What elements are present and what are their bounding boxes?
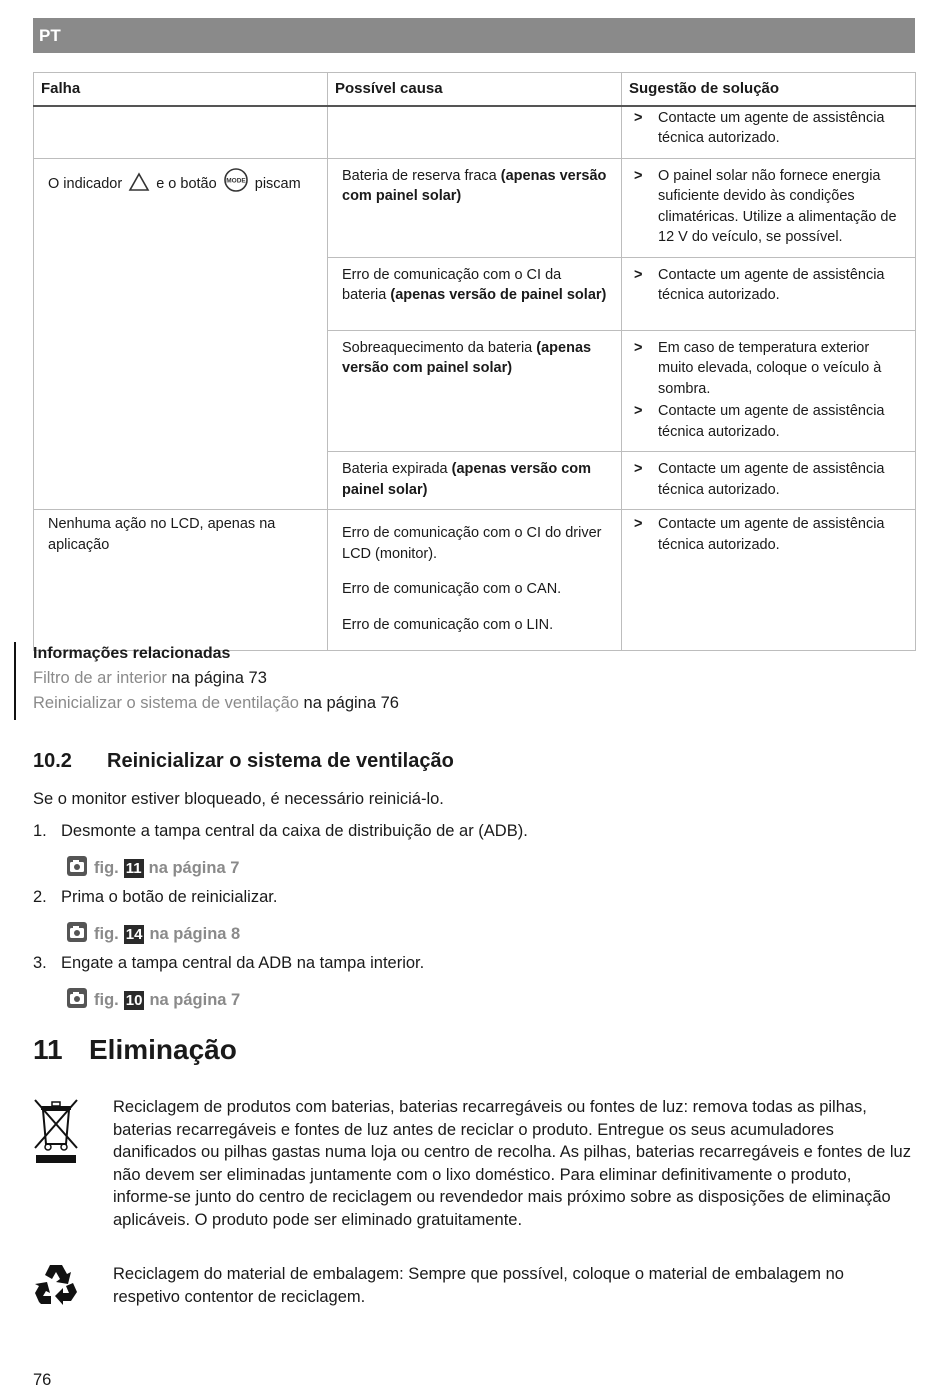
- table-row: [34, 158, 916, 257]
- solution-cell: [622, 452, 916, 510]
- warning-triangle-icon: [128, 172, 150, 199]
- solution-item: > Contacte um agente de assistência técnica autorizado.: [634, 461, 885, 498]
- figure-reference[interactable]: fig. 11 na página 7: [66, 855, 239, 882]
- related-link-reset-ventilation[interactable]: Reinicializar o sistema de ventilação: [33, 694, 299, 712]
- language-bar: [33, 18, 915, 53]
- cause-text: Erro de comunicação com o CI do driver LCD (monitor).: [342, 525, 602, 562]
- solution-cell: [622, 106, 916, 159]
- page-number: 76: [33, 1371, 52, 1389]
- cause-cell: [328, 106, 622, 159]
- figure-reference[interactable]: fig. 14 na página 8: [66, 921, 240, 948]
- figure-number: 11: [125, 860, 142, 877]
- cause-text: Erro de comunicação com o LIN.: [342, 616, 554, 633]
- header-solution: Sugestão de solução: [622, 73, 916, 106]
- related-heading: Informações relacionadas: [33, 645, 231, 662]
- weee-bin-icon: [33, 1098, 79, 1171]
- fault-text-a: O indicador: [48, 175, 123, 192]
- solution-item: > Em caso de temperatura exterior muito elevada, coloque o veículo à sombra.: [634, 339, 882, 397]
- solution-item: > Contacte um agente de assistência técnica autorizado.: [634, 516, 885, 553]
- solution-item: > O painel solar não fornece energia suficiente devido às condições climatéricas. Utilize a alimentação de 12 V do veículo, se possível.: [634, 167, 897, 245]
- arrow-icon: >: [634, 403, 643, 419]
- troubleshooting-table: [33, 72, 916, 651]
- recycle-text: Reciclagem do material de embalagem: Sempre que possível, coloque o material de embalagem no respetivo contentor de reciclagem.: [113, 1265, 844, 1306]
- solution-item: > Contacte um agente de assistência técnica autorizado.: [634, 403, 885, 440]
- arrow-icon: >: [634, 339, 643, 356]
- recycle-icon: [33, 1262, 79, 1313]
- weee-text: Reciclagem de produtos com baterias, baterias recarregáveis ou fontes de luz: remova todas as pilhas, baterias recarregáveis e fontes de luz antes de reciclar o produto. Entregue os seus acumuladores danificados ou pilhas gastas numa loja ou centro de recolha. As pilhas, baterias recarregáveis e fontes de luz não devem ser eliminadas juntamente com o lixo doméstico. Para eliminar definitivamente o produto, informe-se junto do centro de reciclagem ou revendedor mais próximo sobre as disposições de eliminação aplicáveis. O produto pode ser eliminado gratuitamente.: [113, 1098, 911, 1229]
- figure-reference[interactable]: fig. 10 na página 7: [66, 987, 240, 1014]
- table-row: [34, 106, 916, 159]
- arrow-icon: >: [634, 167, 643, 184]
- solution-cell: [622, 158, 916, 257]
- related-info: [14, 642, 399, 720]
- table-row: [34, 510, 916, 651]
- arrow-icon: >: [634, 266, 643, 283]
- mode-button-icon: [223, 168, 249, 199]
- related-link-row: Filtro de ar interior na página 73: [33, 669, 267, 687]
- fault-text-b: e o botão: [156, 175, 217, 192]
- step-item: 3. Engate a tampa central da ADB na tampa interior.: [33, 954, 425, 972]
- cause-cell: Bateria expirada (apenas versão com painel solar): [328, 452, 622, 510]
- camera-icon: [66, 855, 88, 882]
- section-intro: Se o monitor estiver bloqueado, é necessário reiniciá-lo.: [33, 790, 444, 808]
- solution-cell: [622, 257, 916, 330]
- cause-cell: [328, 510, 622, 651]
- camera-icon: [66, 921, 88, 948]
- fault-cell: [34, 106, 328, 159]
- solution-cell: [622, 330, 916, 452]
- fault-text-c: piscam: [254, 175, 301, 192]
- related-link-row: Reinicializar o sistema de ventilação na página 76: [33, 694, 399, 712]
- svg-text:MODE: MODE: [225, 177, 246, 184]
- solution-item: > Contacte um agente de assistência técnica autorizado.: [634, 109, 885, 146]
- section-heading-10-2: 10.2 Reinicializar o sistema de ventilação: [33, 750, 454, 772]
- cause-cell: Erro de comunicação com o CI da bateria (apenas versão de painel solar): [328, 257, 622, 330]
- arrow-icon: >: [634, 461, 643, 477]
- cause-text: Erro de comunicação com o CAN.: [342, 581, 562, 597]
- table-header-row: [34, 73, 916, 106]
- cause-cell: Sobreaquecimento da bateria (apenas versão com painel solar): [328, 330, 622, 452]
- figure-number: 14: [125, 926, 143, 943]
- header-cause: Possível causa: [328, 73, 622, 106]
- fault-cell: [34, 158, 328, 510]
- header-fault: Falha: [34, 73, 328, 106]
- arrow-icon: >: [634, 516, 643, 532]
- camera-icon: [66, 987, 88, 1014]
- solution-item: > Contacte um agente de assistência técnica autorizado.: [634, 266, 885, 303]
- step-item: 1. Desmonte a tampa central da caixa de distribuição de ar (ADB).: [33, 822, 528, 840]
- arrow-icon: >: [634, 109, 643, 126]
- step-item: 2. Prima o botão de reinicializar.: [33, 888, 278, 906]
- solution-cell: [622, 510, 916, 651]
- fault-cell: Nenhuma ação no LCD, apenas na aplicação: [34, 510, 328, 651]
- figure-number: 10: [125, 992, 143, 1009]
- cause-cell: Bateria de reserva fraca (apenas versão com painel solar): [328, 158, 622, 257]
- language-code: PT: [39, 26, 61, 45]
- related-link-air-filter[interactable]: Filtro de ar interior: [33, 669, 167, 687]
- section-heading-11: 11 Eliminação: [33, 1034, 237, 1065]
